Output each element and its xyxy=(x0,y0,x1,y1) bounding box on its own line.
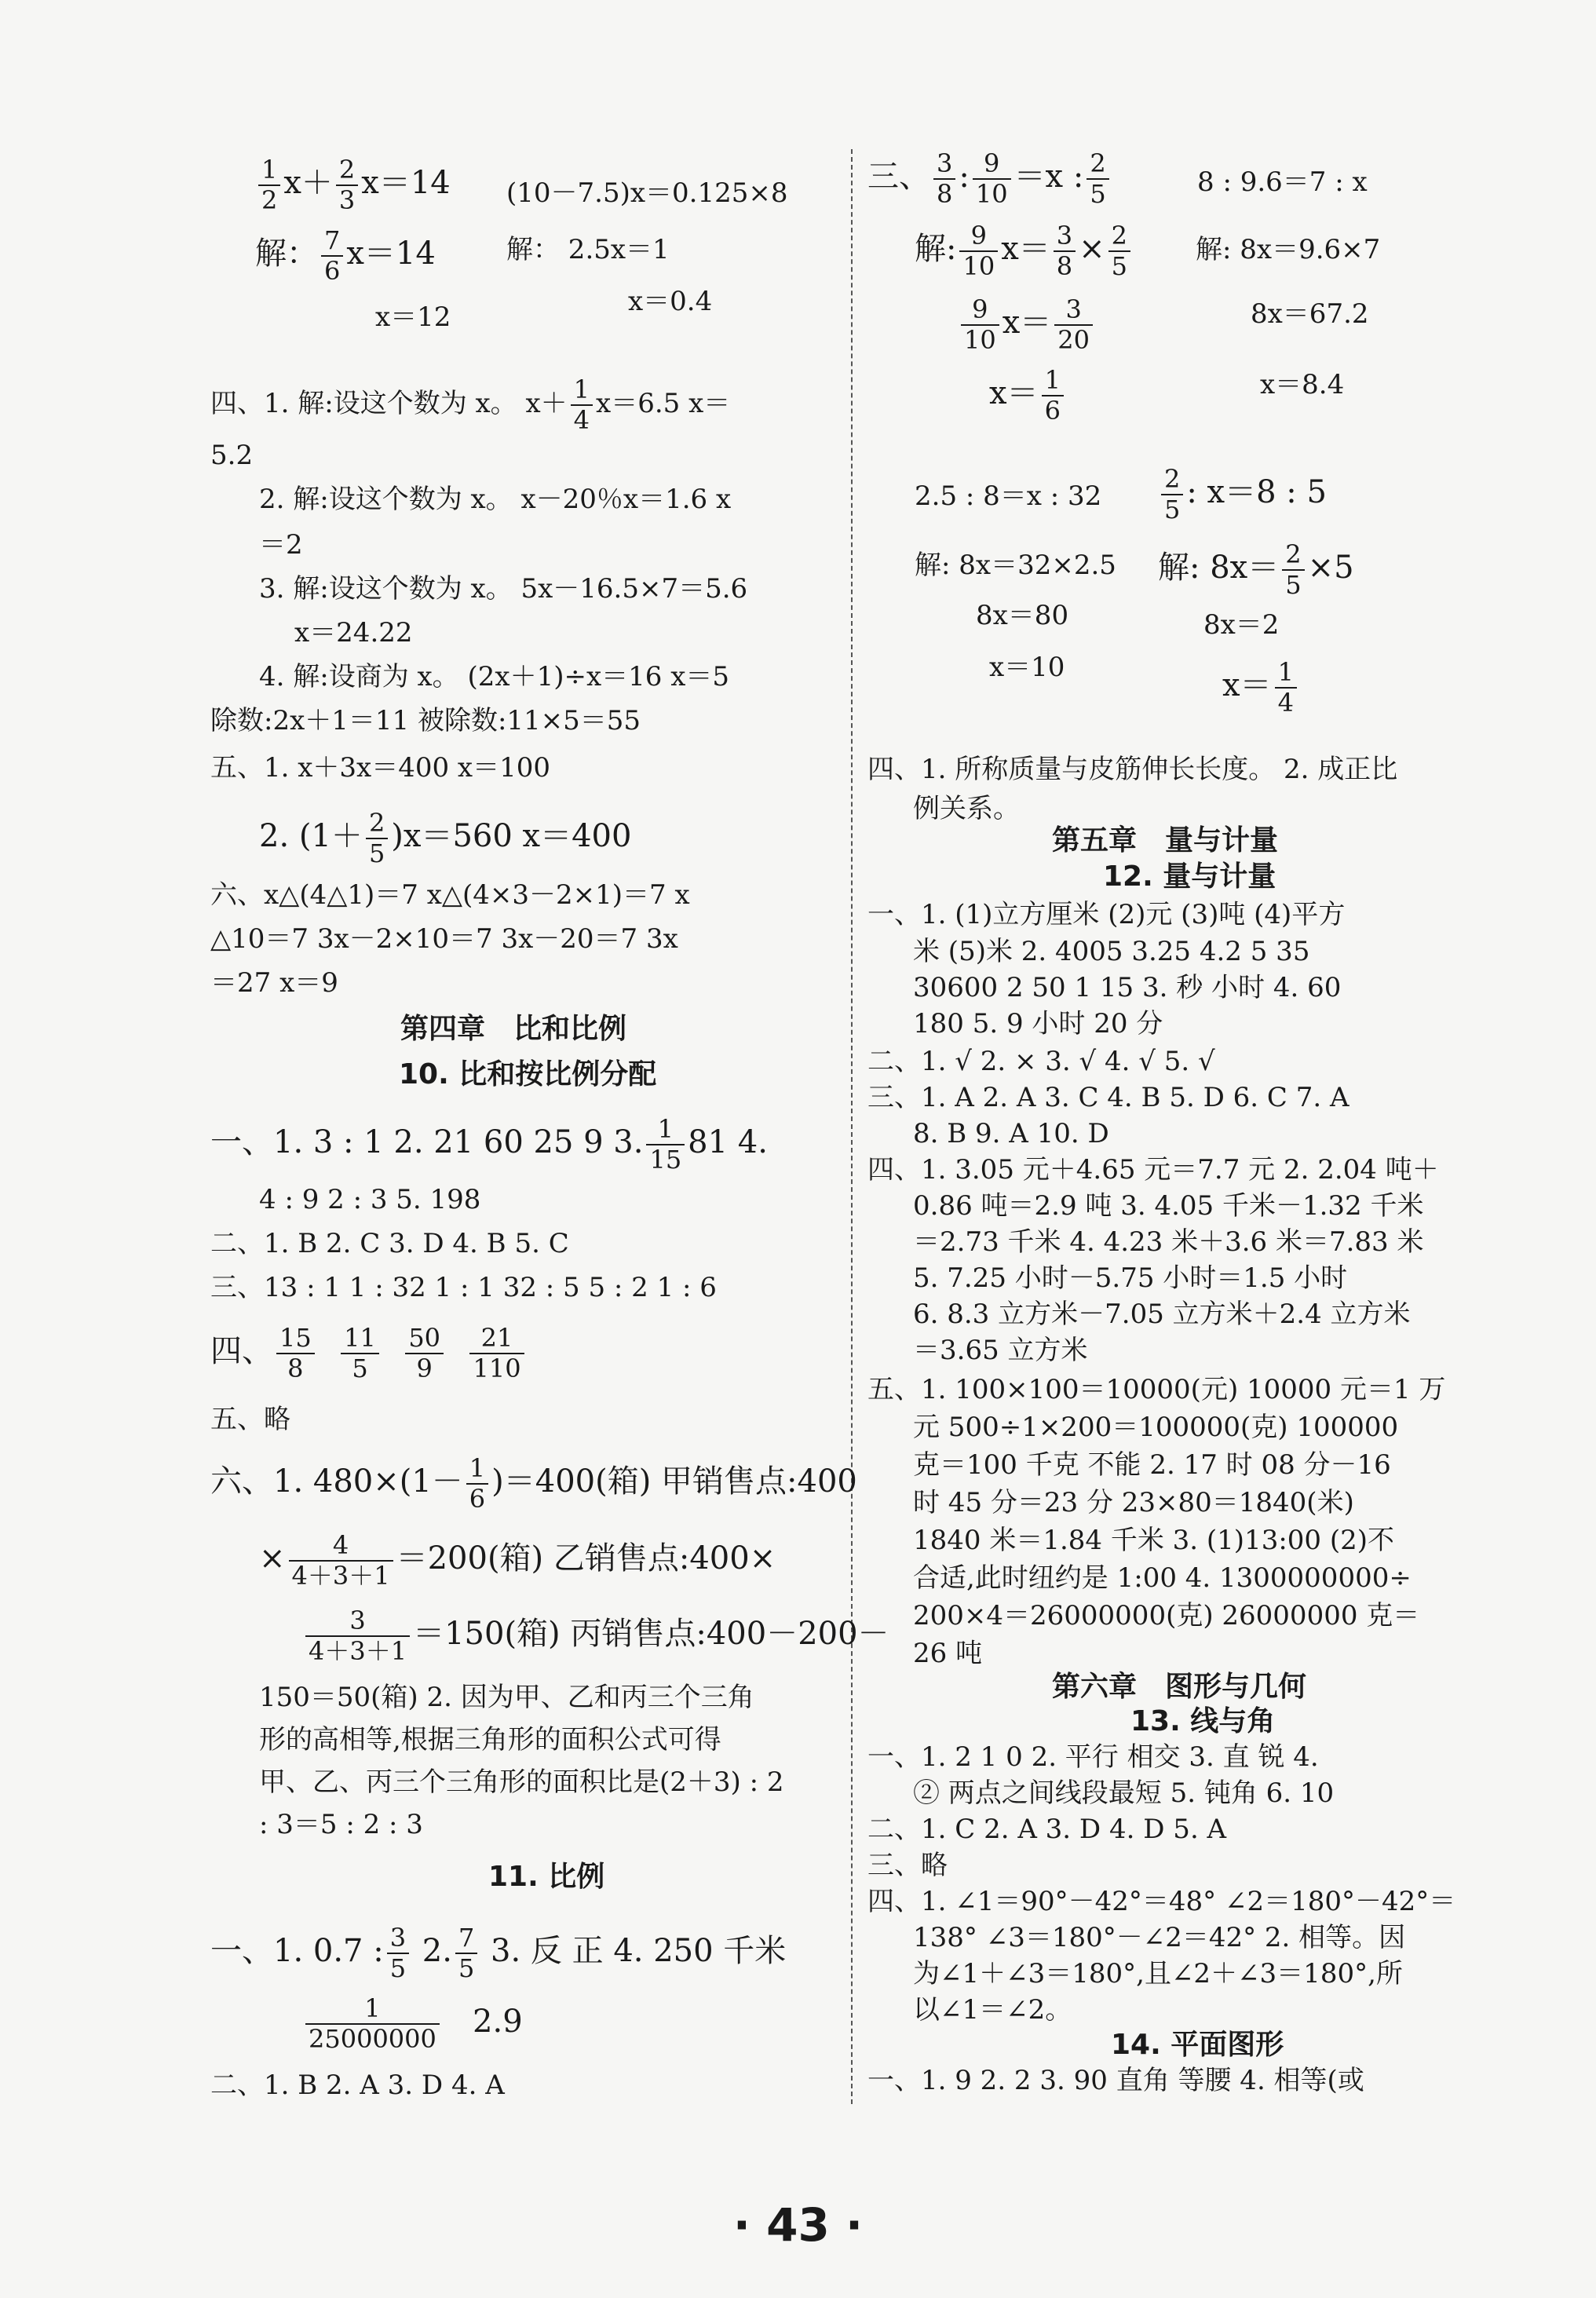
answer-line: 26 吨 xyxy=(913,1638,983,1669)
answer-line: 30600 2 50 1 15 3. 秒 小时 4. 60 xyxy=(913,972,1342,1003)
answer-line: 二、1. B 2. A 3. D 4. A xyxy=(210,2070,505,2101)
answer-line: $\frac{1}{2}$ x＋ $\frac{2}{3}$ x＝14 xyxy=(255,155,451,215)
fraction: $\frac{1}{15}$ xyxy=(646,1115,685,1175)
answer-line: 形的高相等,根据三角形的面积公式可得 xyxy=(259,1724,721,1755)
fraction: $\frac{1}{6}$ xyxy=(466,1454,488,1514)
fraction: $\frac{21}{110}$ xyxy=(469,1324,524,1383)
fraction: $\frac{3}{4+3+1}$ xyxy=(305,1606,410,1666)
answer-line: : 3＝5 : 2 : 3 xyxy=(259,1809,423,1840)
answer-line: 一、1. 9 2. 2 3. 90 直角 等腰 4. 相等(或 xyxy=(867,2065,1364,2096)
answer-line: 1840 米＝1.84 千米 3. (1)13:00 (2)不 xyxy=(913,1525,1395,1556)
answer-line: 8x＝80 xyxy=(976,600,1069,631)
answer-line: ＝2.73 千米 4. 4.23 米＋3.6 米＝7.83 米 xyxy=(913,1226,1424,1258)
answer-line: x＝12 xyxy=(375,301,451,333)
answer-line: 为∠1＋∠3＝180°,且∠2＋∠3＝180°,所 xyxy=(913,1958,1403,1989)
chapter-heading: 第六章 图形与几何 xyxy=(1052,1671,1307,1703)
answer-line: x＝8.4 xyxy=(1260,369,1345,400)
answer-line: $\frac{1}{25000000}$ 2.9 xyxy=(302,1994,523,2054)
fraction: $\frac{3}{8}$ xyxy=(933,149,955,209)
answer-line: $\frac{9}{10}$ x＝ $\frac{3}{20}$ xyxy=(958,295,1096,355)
answer-line: 150＝50(箱) 2. 因为甲、乙和丙三个三角 xyxy=(259,1682,754,1713)
answer-line: 四、 $\frac{15}{8}$ $\frac{11}{5}$ $\frac{50}{9}$ $\frac{21}{110}$ xyxy=(210,1324,528,1383)
answer-line: 合适,此时纽约是 1:00 4. 1300000000÷ xyxy=(913,1562,1412,1594)
answer-line: ② 两点之间线段最短 5. 钝角 6. 10 xyxy=(913,1777,1335,1809)
page-number: · 43 · xyxy=(732,2198,864,2252)
answer-line: 二、1. C 2. A 3. D 4. D 5. A xyxy=(867,1814,1227,1845)
answer-line: 解: $\frac{9}{10}$ x＝ $\frac{3}{8}$ × $\frac{2}{5}$ xyxy=(915,221,1134,281)
answer-line: 一、1. (1)立方厘米 (2)元 (3)吨 (4)平方 xyxy=(867,899,1346,930)
answer-line: 6. 8.3 立方米－7.05 立方米＋2.4 立方米 xyxy=(913,1299,1411,1330)
chapter-heading: 第五章 量与计量 xyxy=(1052,824,1279,857)
answer-line: 四、1. ∠1＝90°－42°＝48° ∠2＝180°－42°＝ xyxy=(867,1886,1456,1917)
answer-line: 一、1. 0.7 : $\frac{3}{5}$ 2. $\frac{7}{5}$ 3. 反 正 4. 250 千米 xyxy=(210,1923,787,1983)
answer-line: ＝3.65 立方米 xyxy=(913,1335,1088,1366)
section-heading: 13. 线与角 xyxy=(1130,1705,1276,1737)
answer-line: 一、1. 3 : 1 2. 21 60 25 9 3. $\frac{1}{15}$ 81 4. xyxy=(210,1114,768,1175)
answer-line: 例关系。 xyxy=(913,793,1020,824)
section-heading: 14. 平面图形 xyxy=(1111,2029,1284,2061)
answer-line: 2. 解:设这个数为 x。 x－20％x＝1.6 x xyxy=(259,484,732,515)
answer-line: $\frac{3}{4+3+1}$ ＝150(箱) 丙销售点:400－200－ xyxy=(302,1606,889,1666)
section-heading: 11. 比例 xyxy=(488,1861,605,1893)
answer-line: 5.2 xyxy=(210,440,254,471)
answer-line: △10＝7 3x－2×10＝7 3x－20＝7 3x xyxy=(210,923,678,955)
fraction: $\frac{7}{5}$ xyxy=(455,1924,477,1983)
answer-line: 五、1. x＋3x＝400 x＝100 xyxy=(210,752,551,784)
answer-line: x＝10 xyxy=(989,652,1065,683)
section-heading: 10. 比和按比例分配 xyxy=(399,1058,657,1091)
fraction: $\frac{1}{6}$ xyxy=(1042,366,1064,426)
answer-line: ＝27 x＝9 xyxy=(210,967,338,999)
fraction: $\frac{50}{9}$ xyxy=(405,1324,444,1383)
answer-line: 解: 8x＝ $\frac{2}{5}$ ×5 xyxy=(1158,539,1354,600)
answer-line: 三、13 : 1 1 : 32 1 : 1 32 : 5 5 : 2 1 : 6 xyxy=(210,1272,717,1303)
fraction: $\frac{2}{5}$ xyxy=(1108,221,1130,281)
answer-line: 8. B 9. A 10. D xyxy=(913,1118,1109,1149)
answer-line: 除数:2x＋1＝11 被除数:11×5＝55 xyxy=(210,705,641,736)
answer-line: 一、1. 2 1 0 2. 平行 相交 3. 直 锐 4. xyxy=(867,1741,1319,1773)
fraction: $\frac{15}{8}$ xyxy=(276,1324,315,1383)
fraction: $\frac{2}{5}$ xyxy=(1282,540,1304,600)
answer-line: 以∠1＝∠2。 xyxy=(913,1994,1072,2026)
answer-line: 3. 解:设这个数为 x。 5x－16.5×7＝5.6 xyxy=(259,573,748,605)
fraction: $\frac{4}{4+3+1}$ xyxy=(289,1531,393,1591)
answer-line: 解： $\frac{7}{6}$ x＝14 xyxy=(255,225,436,286)
answer-line: 8x＝67.2 xyxy=(1251,298,1369,330)
answer-line: 四、1. 所称质量与皮筋伸长长度。 2. 成正比 xyxy=(867,754,1398,785)
chapter-heading: 第四章 比和比例 xyxy=(400,1013,627,1045)
answer-line: 8x＝2 xyxy=(1203,609,1280,641)
answer-line: 二、1. B 2. C 3. D 4. B 5. C xyxy=(210,1228,569,1259)
fraction: $\frac{2}{3}$ xyxy=(336,155,358,215)
answer-line: ＝2 xyxy=(259,529,303,561)
fraction: $\frac{1}{25000000}$ xyxy=(305,1994,440,2054)
answer-line: 三、略 xyxy=(867,1850,948,1881)
answer-line: 180 5. 9 小时 20 分 xyxy=(913,1008,1163,1039)
fraction: $\frac{1}{2}$ xyxy=(258,155,280,215)
answer-line: 甲、乙、丙三个三角形的面积比是(2＋3) : 2 xyxy=(259,1766,784,1798)
answer-line: (10－7.5)x＝0.125×8 xyxy=(506,177,788,209)
answer-line: 138° ∠3＝180°－∠2＝42° 2. 相等。因 xyxy=(913,1922,1406,1953)
answer-line: 8 : 9.6＝7 : x xyxy=(1197,166,1368,198)
answer-line: 六、x△(4△1)＝7 x△(4×3－2×1)＝7 x xyxy=(210,879,690,911)
fraction: $\frac{1}{4}$ xyxy=(571,375,593,435)
answer-line: 三、1. A 2. A 3. C 4. B 5. D 6. C 7. A xyxy=(867,1082,1349,1113)
answer-line: 2.5 : 8＝x : 32 xyxy=(915,480,1102,512)
answer-line: x＝24.22 xyxy=(294,617,413,648)
fraction: $\frac{2}{5}$ xyxy=(1161,465,1183,524)
answer-line: 元 500÷1×200＝100000(克) 100000 xyxy=(913,1412,1399,1443)
right-column xyxy=(852,0,1596,2198)
answer-line: 解: 8x＝9.6×7 xyxy=(1196,234,1381,265)
answer-line: 六、1. 480×(1－ $\frac{1}{6}$ )＝400(箱) 甲销售点:400 xyxy=(210,1453,857,1514)
fraction: $\frac{1}{4}$ xyxy=(1275,658,1297,718)
answer-line: 克＝100 千克 不能 2. 17 时 08 分－16 xyxy=(913,1449,1391,1481)
answer-line: 五、略 xyxy=(210,1404,290,1435)
answer-line: x＝ $\frac{1}{4}$ xyxy=(1222,658,1300,718)
answer-line: 四、1. 解:设这个数为 x。 x＋ $\frac{1}{4}$ x＝6.5 x＝ xyxy=(210,374,731,435)
answer-line: 解： 2.5x＝1 xyxy=(506,234,670,265)
fraction: $\frac{9}{10}$ xyxy=(961,295,999,355)
answer-line: 三、 $\frac{3}{8}$ : $\frac{9}{10}$ ＝x : $\frac{2}{5}$ xyxy=(867,149,1112,209)
answer-line: 解: 8x＝32×2.5 xyxy=(915,550,1116,581)
answer-line: 五、1. 100×100＝10000(元) 10000 元＝1 万 xyxy=(867,1374,1446,1405)
fraction: $\frac{3}{8}$ xyxy=(1054,221,1076,281)
answer-line: 二、1. √ 2. × 3. √ 4. √ 5. √ xyxy=(867,1046,1215,1077)
answer-line: 4 : 9 2 : 3 5. 198 xyxy=(259,1184,481,1215)
answer-line: $\frac{2}{5}$ : x＝8 : 5 xyxy=(1158,465,1327,524)
answer-line: x＝0.4 xyxy=(628,286,713,317)
fraction: $\frac{11}{5}$ xyxy=(341,1324,379,1383)
answer-line: 米 (5)米 2. 4005 3.25 4.2 5 35 xyxy=(913,936,1310,967)
fraction: $\frac{2}{5}$ xyxy=(1087,149,1108,209)
answer-line: 2. (1＋ $\frac{2}{5}$ )x＝560 x＝400 xyxy=(259,808,632,868)
answer-line: × $\frac{4}{4+3+1}$ ＝200(箱) 乙销售点:400× xyxy=(259,1530,776,1591)
section-heading: 12. 量与计量 xyxy=(1103,860,1276,893)
answer-line: 5. 7.25 小时－5.75 小时＝1.5 小时 xyxy=(913,1262,1348,1294)
answer-line: 4. 解:设商为 x。 (2x＋1)÷x＝16 x＝5 xyxy=(259,661,730,692)
answer-line: 0.86 吨＝2.9 吨 3. 4.05 千米－1.32 千米 xyxy=(913,1190,1424,1222)
fraction: $\frac{3}{20}$ xyxy=(1054,295,1093,355)
answer-line: 200×4＝26000000(克) 26000000 克＝ xyxy=(913,1600,1420,1631)
fraction: $\frac{3}{5}$ xyxy=(387,1924,409,1983)
fraction: $\frac{7}{6}$ xyxy=(321,226,343,286)
fraction: $\frac{9}{10}$ xyxy=(973,149,1011,209)
answer-line: 时 45 分＝23 分 23×80＝1840(米) xyxy=(913,1487,1354,1518)
fraction: $\frac{9}{10}$ xyxy=(959,221,998,281)
fraction: $\frac{2}{5}$ xyxy=(366,809,388,868)
answer-line: x＝ $\frac{1}{6}$ xyxy=(989,366,1067,426)
answer-line: 四、1. 3.05 元＋4.65 元＝7.7 元 2. 2.04 吨＋ xyxy=(867,1154,1439,1186)
